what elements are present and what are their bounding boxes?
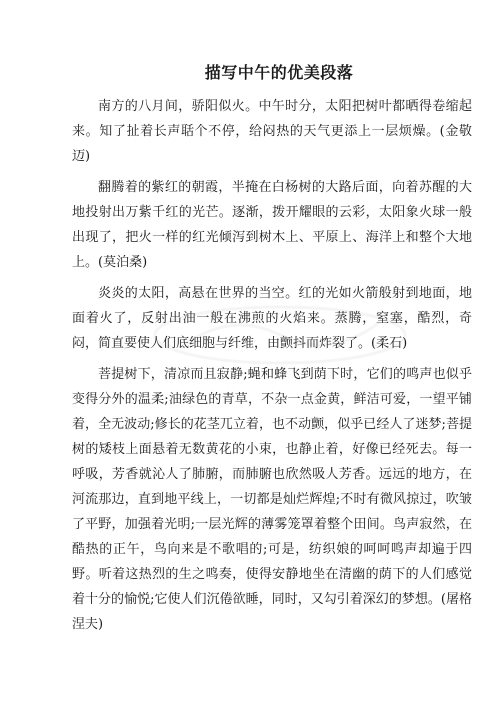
paragraph-2: 翻腾着的紫红的朝霞，半掩在白杨树的大路后面，向着苏醒的大地投射出万紫千红的光芒。逐渐，拨开耀眼的云彩，太阳象火球一般出现了，把火一样的红光倾泻到树木上、平原上、海洋上和整个大地上。(莫泊桑)	[72, 180, 472, 270]
paragraph-3: 炎炎的太阳，高悬在世界的当空。红的光如火箭般射到地面，地面着火了，反射出油一般在沸煎的火焰来。蒸腾，窒塞，酷烈，奇闷，简直要使人们底细胞与纤维，由颤抖而炸裂了。(柔石)	[72, 286, 472, 351]
paragraph-1: 南方的八月间，骄阳似火。中午时分，太阳把树叶都晒得卷缩起来。知了扯着长声聒个不停，给闷热的天气更添上一层烦燥。(金敬迈)	[72, 99, 472, 164]
paragraph-4: 菩提树下，清凉而且寂静;蝇和蜂飞到荫下时，它们的鸣声也似乎变得分外的温柔;油绿色的青草，不杂一点金黄，鲜洁可爱，一望平铺着，全无波动;修长的花茎兀立着，也不动颤，似乎已经人了迷梦;菩提树的矮枝上面悬着无数黄花的小束，也静止着，好像已经死去。每一呼吸，芳香就沁人了肺腑，而肺腑也欣然吸人芳香。远远的地方，在河流那边，直到地平线上，一切都是灿烂辉煌;不时有微风掠过，吹皱了平野，加强着光明;一层光辉的薄雾笼罩着整个田间。鸟声寂然，在酷热的正午，鸟向来是不歌唱的;可是，纺织娘的呵呵鸣声却遍于四野。听着这热烈的生之鸣奏，使得安静地坐在清幽的荫下的人们感觉着十分的愉悦;它使人们沉倦欲睡，同时，又勾引着深幻的梦想。(屠格涅夫)	[72, 367, 472, 632]
document-title: 描写中午的优美段落	[204, 63, 354, 82]
